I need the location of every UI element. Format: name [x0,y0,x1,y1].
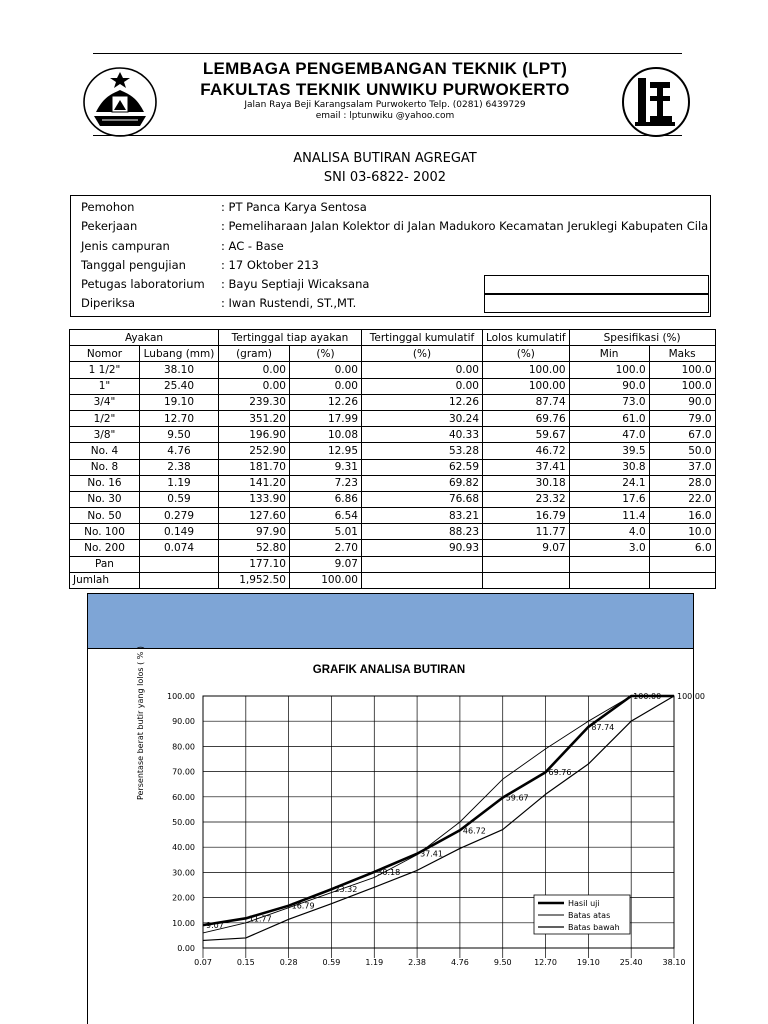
table-cell: 10.0 [649,524,715,540]
table-cell: 12.26 [362,394,483,410]
table-row [70,475,716,491]
jumlah-pct: 100.00 [290,572,362,588]
table-row [70,459,716,475]
x-tick-label: 25.40 [619,958,643,967]
table-cell: No. 200 [70,540,140,556]
table-cell: No. 8 [70,459,140,475]
table-cell: 1" [70,378,140,394]
y-tick-label: 80.00 [172,742,195,752]
col-header-ayakan: Ayakan [70,330,219,346]
grading-chart [87,593,705,1024]
table-cell: 0.00 [290,362,362,378]
table-cell: 59.67 [483,427,570,443]
y-tick-label: 60.00 [172,792,195,802]
data-point-label: 37.41 [420,849,443,859]
table-cell: 50.0 [649,443,715,459]
table-cell: 0.00 [362,378,483,394]
table-cell: 133.90 [219,491,290,507]
table-cell: 67.0 [649,427,715,443]
table-row [70,378,716,394]
table-cell: 30.18 [483,475,570,491]
table-cell: 11.4 [569,508,649,524]
legend-label: Batas atas [568,911,611,920]
address-line: Jalan Raya Beji Karangsalam Purwokerto Telp. (0281) 6439729 [244,100,526,110]
table-cell: 0.074 [140,540,219,556]
data-point-label: 9.07 [206,921,224,931]
table-cell: 3/4" [70,394,140,410]
jumlah-empty-4 [649,572,715,588]
x-tick-label: 0.07 [194,958,212,967]
table-cell: 100.0 [569,362,649,378]
jumlah-lubang [140,572,219,588]
table-cell: 87.74 [483,394,570,410]
y-tick-label: 100.00 [167,692,195,701]
info-row-petugas: Petugas laboratorium : Bayu Septiaji Wicaksana [81,277,370,291]
document-standard: SNI 03-6822- 2002 [323,170,447,185]
info-row-jenis-campuran: Jenis campuran : AC - Base [81,239,284,253]
col-header-pct-lolos: (%) [483,346,570,362]
table-cell: No. 50 [70,508,140,524]
table-cell: 239.30 [219,394,290,410]
col-header-spesifikasi: Spesifikasi (%) [569,330,715,346]
table-cell: 30.24 [362,410,483,426]
table-cell: 1/2" [70,410,140,426]
data-point-label: 69.76 [548,768,572,778]
table-cell: 53.28 [362,443,483,459]
info-row-pemohon: Pemohon : PT Panca Karya Sentosa [81,200,367,214]
table-cell: No. 4 [70,443,140,459]
table-cell: 90.0 [569,378,649,394]
x-tick-label: 19.10 [576,958,600,967]
table-cell: 69.82 [362,475,483,491]
y-tick-label: 0.00 [177,944,195,953]
y-tick-label: 10.00 [172,918,195,928]
table-cell: 76.68 [362,491,483,507]
table-cell: 79.0 [649,410,715,426]
table-row [70,427,716,443]
table-cell: 17.6 [569,491,649,507]
y-tick-label: 50.00 [172,818,195,827]
signature-box-1 [484,275,709,294]
jumlah-gram: 1,952.50 [219,572,290,588]
table-cell: 181.70 [219,459,290,475]
jumlah-label: Jumlah [70,572,140,588]
x-tick-label: 0.28 [279,958,298,967]
table-row [70,508,716,524]
y-tick-label: 70.00 [172,767,195,777]
pan-empty-1 [362,556,483,572]
university-emblem-logo [82,66,158,138]
x-tick-label: 4.76 [451,958,469,967]
table-cell: 2.70 [290,540,362,556]
table-row [70,362,716,378]
email-line: email : lptunwiku @yahoo.com [315,111,455,121]
table-cell: 0.59 [140,491,219,507]
table-cell: 39.5 [569,443,649,459]
table-cell: 0.279 [140,508,219,524]
chart-y-axis-label: Persentase berat butir yang lolos ( % ) [136,646,145,800]
faculty-title: FAKULTAS TEKNIK UNWIKU PURWOKERTO [200,80,570,99]
data-point-label: 87.74 [591,722,615,732]
table-cell: 61.0 [569,410,649,426]
data-point-label: 11.77 [248,914,272,924]
table-cell: 12.95 [290,443,362,459]
table-cell: 47.0 [569,427,649,443]
table-cell: 196.90 [219,427,290,443]
table-cell: 3/8" [70,427,140,443]
col-header-pct-tiap: (%) [290,346,362,362]
table-cell: 141.20 [219,475,290,491]
col-header-maks: Maks [649,346,715,362]
data-point-label: 59.67 [505,793,529,803]
table-cell: 100.00 [483,362,570,378]
table-cell: 28.0 [649,475,715,491]
y-tick-label: 40.00 [172,843,195,853]
table-cell: 38.10 [140,362,219,378]
table-cell: 37.0 [649,459,715,475]
x-tick-label: 2.38 [408,958,426,967]
institution-title: LEMBAGA PENGEMBANGAN TEKNIK (LPT) [202,59,568,78]
table-cell: 83.21 [362,508,483,524]
table-cell: 37.41 [483,459,570,475]
table-cell: 0.00 [290,378,362,394]
table-cell: 25.40 [140,378,219,394]
table-cell: 16.0 [649,508,715,524]
header-bottom-rule [93,135,682,136]
table-cell: 9.07 [483,540,570,556]
pan-empty-4 [649,556,715,572]
y-tick-label: 30.00 [172,868,195,878]
table-row [70,540,716,556]
table-cell: 7.23 [290,475,362,491]
table-row-pan [70,556,716,572]
y-tick-label: 20.00 [172,893,195,903]
table-cell: 90.0 [649,394,715,410]
table-cell: 11.77 [483,524,570,540]
table-row [70,491,716,507]
top-rule [93,53,682,54]
table-cell: 0.00 [219,362,290,378]
table-cell: 90.93 [362,540,483,556]
col-header-gram: (gram) [219,346,290,362]
x-tick-label: 38.10 [662,958,686,967]
jumlah-empty-1 [362,572,483,588]
table-cell: 52.80 [219,540,290,556]
col-header-lubang: Lubang (mm) [140,346,219,362]
table-cell: 5.01 [290,524,362,540]
table-cell: 73.0 [569,394,649,410]
faculty-engineering-logo [621,66,691,138]
table-cell: 6.54 [290,508,362,524]
table-cell: 19.10 [140,394,219,410]
table-cell: 351.20 [219,410,290,426]
x-tick-label: 12.70 [534,958,557,967]
info-row-diperiksa: Diperiksa : Iwan Rustendi, ST.,MT. [81,296,357,310]
table-cell: 6.0 [649,540,715,556]
table-cell: 16.79 [483,508,570,524]
table-cell: 1.19 [140,475,219,491]
table-cell: 88.23 [362,524,483,540]
data-point-label: 100.00 [633,692,662,701]
table-cell: 12.70 [140,410,219,426]
table-cell: 40.33 [362,427,483,443]
chart-title: GRAFIK ANALISA BUTIRAN [312,664,466,676]
table-cell: 2.38 [140,459,219,475]
x-tick-label: 1.19 [365,958,384,967]
table-cell: 10.08 [290,427,362,443]
col-header-nomor: Nomor [70,346,140,362]
table-row [70,394,716,410]
table-row [70,524,716,540]
data-point-label: 46.72 [462,826,486,836]
table-cell: 0.00 [362,362,483,378]
table-cell: 62.59 [362,459,483,475]
table-cell: 30.8 [569,459,649,475]
col-header-kumulatif: Tertinggal kumulatif [362,330,483,346]
jumlah-empty-3 [569,572,649,588]
table-cell: 9.31 [290,459,362,475]
legend-label: Batas bawah [568,923,620,932]
table-cell: 252.90 [219,443,290,459]
x-tick-label: 0.59 [322,958,341,967]
table-cell: 23.32 [483,491,570,507]
table-cell: 4.0 [569,524,649,540]
table-cell: No. 100 [70,524,140,540]
table-row-jumlah [70,572,716,588]
table-cell: 6.86 [290,491,362,507]
sieve-analysis-table [69,329,716,589]
table-header-row-2 [70,346,716,362]
table-cell: 9.50 [140,427,219,443]
table-cell: 1 1/2" [70,362,140,378]
table-cell: 3.0 [569,540,649,556]
table-cell: 24.1 [569,475,649,491]
col-header-pct-kumulatif: (%) [362,346,483,362]
table-cell: 100.00 [483,378,570,394]
table-header-row-1 [70,330,716,346]
legend-label: Hasil uji [568,899,600,908]
grading-chart-container [87,593,705,1024]
x-tick-label: 9.50 [493,958,512,967]
table-cell: No. 30 [70,491,140,507]
pan-empty-3 [569,556,649,572]
pan-label: Pan [70,556,140,572]
data-point-label: 100.00 [677,692,705,701]
table-cell: 46.72 [483,443,570,459]
table-cell: 127.60 [219,508,290,524]
data-point-label: 16.79 [291,901,315,911]
data-point-label: 30.18 [377,867,401,877]
pan-empty-2 [483,556,570,572]
table-cell: No. 16 [70,475,140,491]
jumlah-empty-2 [483,572,570,588]
table-cell: 22.0 [649,491,715,507]
info-row-pekerjaan: Pekerjaan : Pemeliharaan Jalan Kolektor di Jalan Madukoro Kecamatan Jeruklegi Kabupaten Cila [81,219,709,233]
table-cell: 0.149 [140,524,219,540]
info-row-tanggal: Tanggal pengujian : 17 Oktober 213 [81,258,319,272]
table-cell: 12.26 [290,394,362,410]
col-header-min: Min [569,346,649,362]
x-tick-label: 0.15 [236,958,255,967]
table-cell: 0.00 [219,378,290,394]
signature-box-2 [484,294,709,313]
table-cell: 69.76 [483,410,570,426]
table-cell: 17.99 [290,410,362,426]
pan-pct: 9.07 [290,556,362,572]
col-header-tertinggal: Tertinggal tiap ayakan [219,330,362,346]
table-row [70,443,716,459]
table-cell: 97.90 [219,524,290,540]
col-header-lolos: Lolos kumulatif [483,330,570,346]
pan-gram: 177.10 [219,556,290,572]
y-tick-label: 90.00 [172,717,195,727]
document-title: ANALISA BUTIRAN AGREGAT [293,151,477,166]
table-cell: 100.0 [649,362,715,378]
table-cell: 4.76 [140,443,219,459]
table-row [70,410,716,426]
table-cell: 100.0 [649,378,715,394]
pan-lubang [140,556,219,572]
data-point-label: 23.32 [334,885,358,895]
